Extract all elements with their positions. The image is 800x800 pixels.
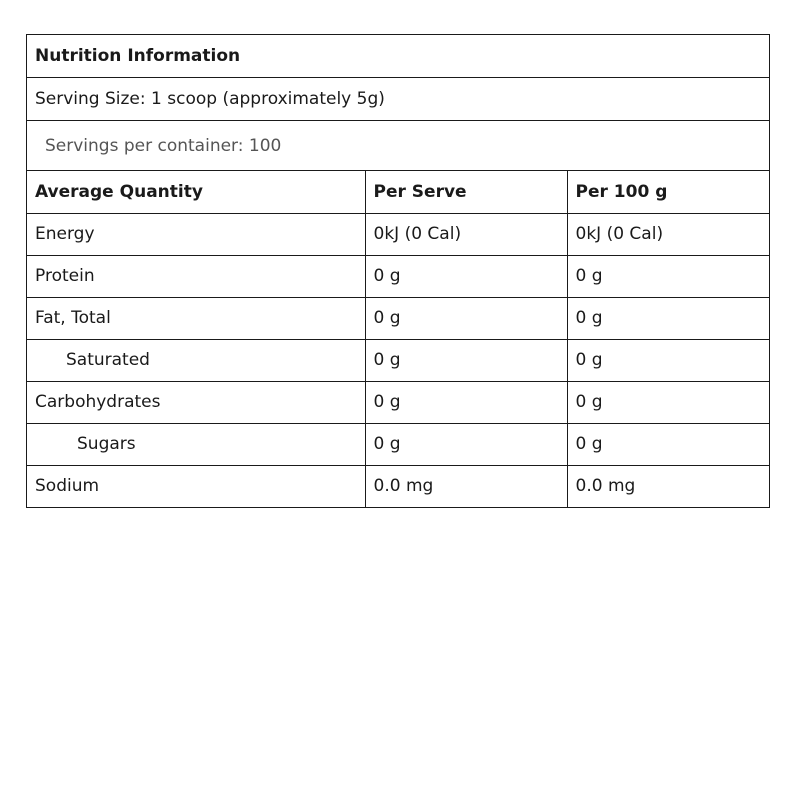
per-serve-value: 0 g — [365, 297, 567, 339]
serving-size: Serving Size: 1 scoop (approximately 5g) — [27, 78, 769, 121]
per-serve-value: 0 g — [365, 255, 567, 297]
table-row — [27, 213, 769, 255]
header-per-serve: Per Serve — [365, 171, 567, 213]
per-serve-value: 0kJ (0 Cal) — [365, 213, 567, 255]
table-row — [27, 339, 769, 381]
header-per-100g: Per 100 g — [567, 171, 769, 213]
table-header-row — [27, 171, 769, 213]
nutrition-title: Nutrition Information — [27, 35, 769, 78]
nutrition-table — [27, 171, 769, 507]
nutrient-name: Fat, Total — [27, 297, 365, 339]
per-100g-value: 0.0 mg — [575, 476, 636, 497]
nutrition-panel — [26, 34, 770, 508]
per-serve-value: 0 g — [365, 423, 567, 465]
table-row — [27, 381, 769, 423]
per-serve-value: 0 g — [365, 339, 567, 381]
per-serve-value: 0 g — [365, 381, 567, 423]
nutrient-name: Saturated — [27, 339, 365, 381]
nutrient-name: Protein — [27, 255, 365, 297]
nutrient-name: Carbohydrates — [27, 381, 365, 423]
servings-per-container: Servings per container: 100 — [27, 121, 769, 171]
nutrient-name: Energy — [27, 213, 365, 255]
table-row — [27, 255, 769, 297]
per-serve-value: 0.0 mg — [365, 465, 567, 507]
per-100g-value: 0 g — [567, 423, 769, 465]
per-100g-value: 0kJ (0 Cal) — [567, 213, 769, 255]
per-100g-value: 0 g — [567, 297, 769, 339]
per-100g-value: 0 g — [567, 255, 769, 297]
header-average-quantity: Average Quantity — [27, 171, 365, 213]
table-row — [27, 297, 769, 339]
nutrient-name: Sugars — [27, 423, 365, 465]
table-row — [27, 465, 769, 507]
per-100g-value: 0 g — [567, 339, 769, 381]
per-100g-value: 0 g — [567, 381, 769, 423]
table-row — [27, 423, 769, 465]
nutrient-name: Sodium — [27, 465, 365, 507]
